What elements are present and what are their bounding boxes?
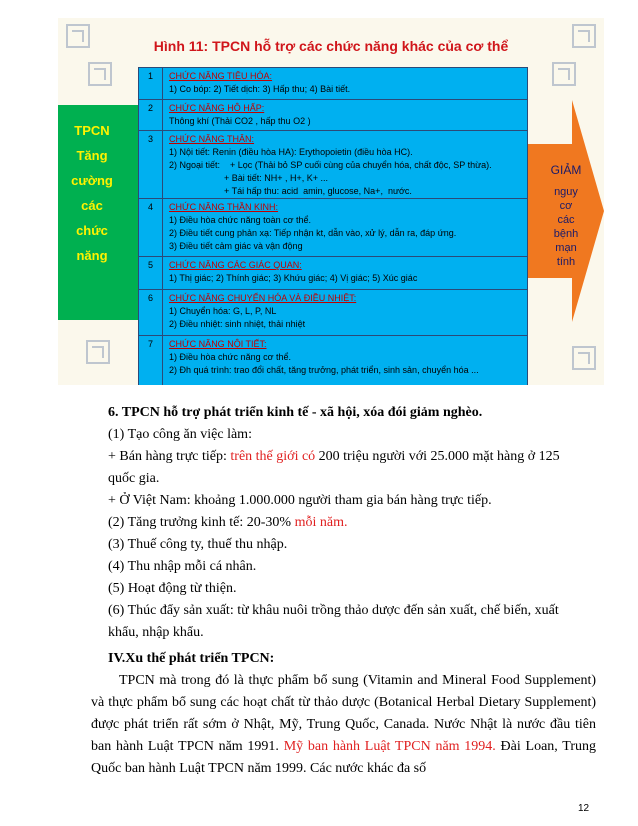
body-line: (4) Thu nhập mỗi cá nhân. bbox=[108, 559, 257, 574]
table-row: 1 CHỨC NĂNG TIÊU HÓA: 1) Co bóp: 2) Tiết dịch: 3) Hấp thu; 4) Bài tiết. bbox=[139, 68, 527, 100]
row-heading: CHỨC NĂNG THẬN: bbox=[169, 134, 255, 144]
right-arrow-label: GIẢM nguy cơ các bệnh mạn tính bbox=[550, 163, 582, 268]
body-line: quốc gia. bbox=[108, 471, 160, 486]
body-line: + Ở Việt Nam: khoảng 1.000.000 người tham gia bán hàng trực tiếp. bbox=[108, 493, 492, 508]
row-heading: CHỨC NĂNG TIÊU HÓA: bbox=[169, 71, 273, 81]
corner-ornament-icon bbox=[572, 346, 596, 370]
row-heading: CHỨC NĂNG THẦN KINH: bbox=[169, 202, 279, 212]
row-heading: CHỨC NĂNG NỘI TIẾT: bbox=[169, 339, 267, 349]
section-4-heading: IV.Xu thế phát triển TPCN: bbox=[108, 651, 275, 666]
table-row: 7 CHỨC NĂNG NỘI TIẾT: 1) Điều hòa chức năng cơ thể. 2) Đh quá trình: trao đổi chất, tăng trưởng, phát triển, sinh sản, chuyển hóa ... bbox=[139, 336, 527, 385]
corner-ornament-icon bbox=[552, 62, 576, 86]
table-row: 5 CHỨC NĂNG CÁC GIÁC QUAN: 1) Thị giác; 2) Thính giác; 3) Khứu giác; 4) Vị giác; 5) Xúc giác bbox=[139, 257, 527, 290]
body-line: + Bán hàng trực tiếp: trên thế giới có 200 triệu người với 25.000 mặt hàng ở 125 bbox=[108, 449, 560, 464]
body-line: (3) Thuế công ty, thuế thu nhập. bbox=[108, 537, 288, 552]
table-row: 4 CHỨC NĂNG THẦN KINH: 1) Điều hòa chức năng toàn cơ thể. 2) Điều tiết cung phản xạ: Tiếp nhận kt, dẫn vào, xử lý, dẫn ra, đáp ứng. 3) Điều tiết cảm giác và vận động bbox=[139, 199, 527, 257]
corner-ornament-icon bbox=[88, 62, 112, 86]
figure-title: Hình 11: TPCN hỗ trợ các chức năng khác của cơ thể bbox=[153, 38, 509, 54]
page-number: 12 bbox=[578, 803, 590, 814]
row-heading: CHỨC NĂNG CHUYỂN HÓA VÀ ĐIỀU NHIỆT: bbox=[169, 293, 357, 303]
section-4-paragraph: TPCN mà trong đó là thực phẩm bổ sung (Vitamin and Mineral Food Supplement) và thực phẩm bổ sung các hoạt chất từ thảo dược (Botanical Herbal Dietary Supplement) được phát triển rất sớm ở Nhật, Mỹ, Trung Quốc, Canada. Nước Nhật là nước đầu tiên ban hành Luật TPCN năm 1991. Mỹ ban hành Luật TPCN năm 1994. Đài Loan, Trung Quốc ban hành Luật TPCN năm 1999. Các nước khác đa số bbox=[91, 673, 596, 776]
corner-ornament-icon bbox=[86, 340, 110, 364]
body-line: (2) Tăng trưởng kinh tế: 20-30% mỗi năm. bbox=[108, 515, 348, 530]
body-line: (6) Thúc đẩy sản xuất: từ khâu nuôi trồng thảo dược đến sản xuất, chế biến, xuất bbox=[108, 603, 559, 618]
table-row: 6 CHỨC NĂNG CHUYỂN HÓA VÀ ĐIỀU NHIỆT: 1) Chuyển hóa: G, L, P, NL 2) Điều nhiệt: sinh nhiệt, thải nhiệt bbox=[139, 290, 527, 336]
table-row: 2 CHỨC NĂNG HÔ HẤP: Thông khí (Thải CO2 , hấp thu O2 ) bbox=[139, 100, 527, 131]
row-heading: CHỨC NĂNG HÔ HẤP: bbox=[169, 103, 265, 113]
left-arrow-label: TPCN Tăng cường các chức năng bbox=[71, 123, 113, 263]
section-6-heading: 6. TPCN hỗ trợ phát triển kinh tế - xã hội, xóa đói giảm nghèo. bbox=[108, 405, 483, 420]
body-line: (5) Hoạt động từ thiện. bbox=[108, 581, 237, 596]
table-row: 3 CHỨC NĂNG THẬN: 1) Nội tiết: Renin (điều hòa HA): Erythopoietin (điều hòa HC). 2) Ngoại tiết: + Lọc (Thải bỏ SP cuối cùng của chuyển hóa, chất độc, SP thừa). + Bài tiết: NH+ , H+, K+ ... + Tái hấp thu: acid amin, glucose, Na+, nước. bbox=[139, 131, 527, 199]
figure-11 bbox=[58, 18, 604, 385]
body-line: khẩu, nhập khẩu. bbox=[108, 625, 204, 640]
row-heading: CHỨC NĂNG CÁC GIÁC QUAN: bbox=[169, 260, 302, 270]
functions-table bbox=[138, 67, 528, 385]
body-line: (1) Tạo công ăn việc làm: bbox=[108, 427, 252, 442]
